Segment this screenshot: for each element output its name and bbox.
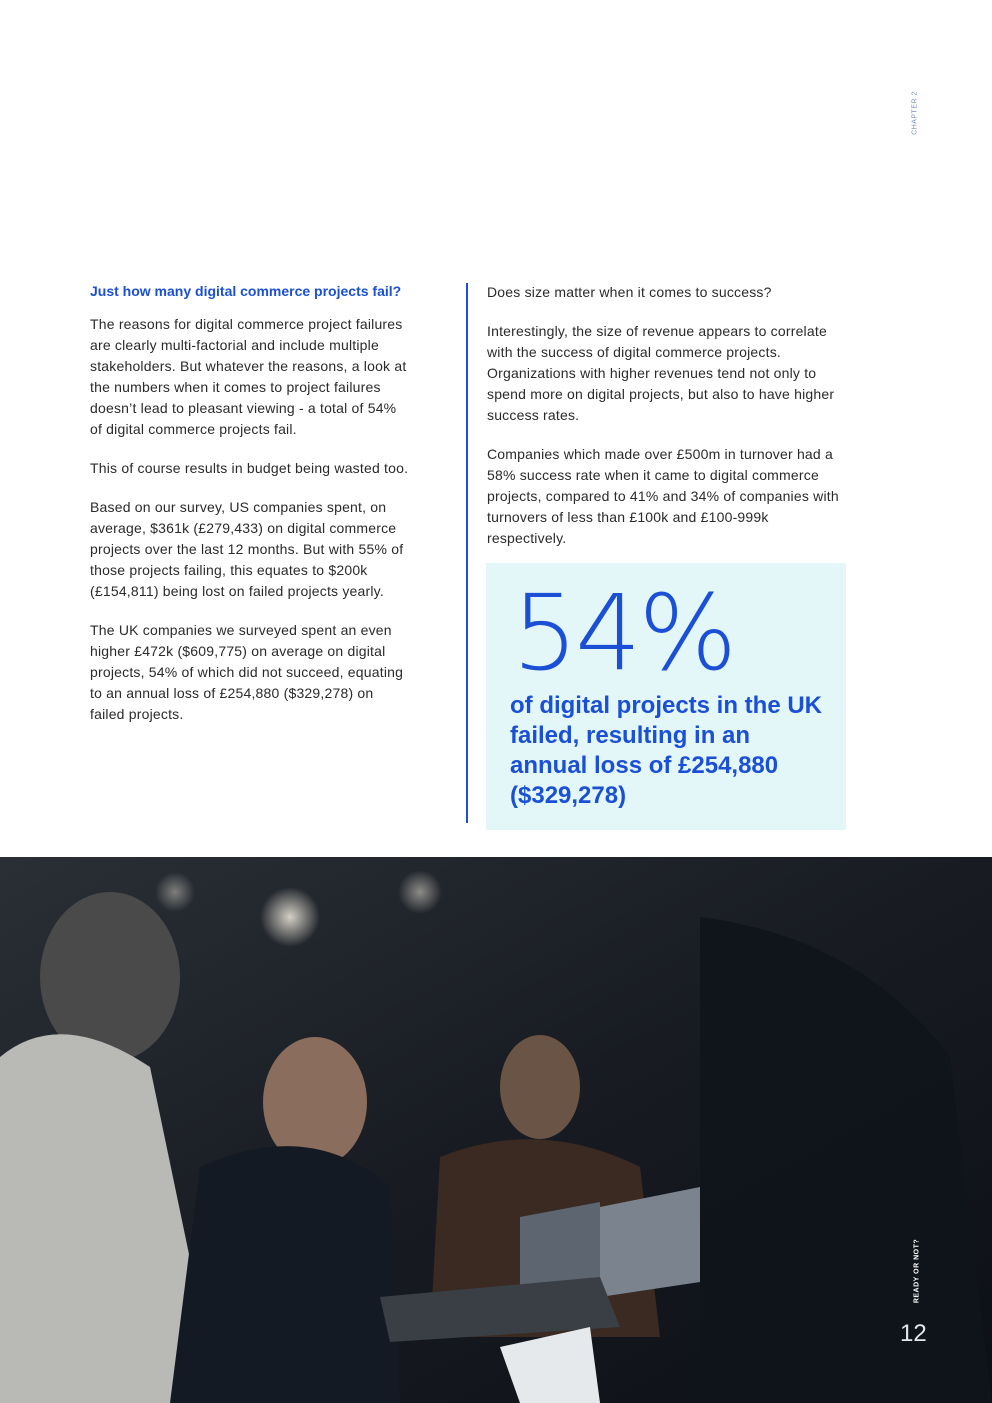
right-paragraph: Does size matter when it comes to success? (487, 284, 772, 300)
team-photo (0, 857, 992, 1403)
stat-callout (486, 563, 846, 830)
section-heading: Just how many digital commerce projects fail? (90, 283, 402, 299)
right-paragraph: Companies which made over £500m in turnover had a 58% success rate when it came to digital commerce projects, compared to 41% and 34% of companies with turnovers of less than £100k and £100-999k respectively. (487, 446, 839, 546)
left-paragraph: This of course results in budget being wasted too. (90, 460, 409, 476)
left-paragraph: Based on our survey, US companies spent, on average, $361k (£279,433) on digital commerce projects over the last 12 months. But with 55% of those projects failing, this equates to $200k (£154,811) being lost on failed projects yearly. (90, 499, 404, 599)
right-column (487, 282, 847, 567)
chapter-label: CHAPTER 2 (911, 90, 919, 135)
left-column (90, 282, 410, 743)
page-number: 12 (900, 1320, 927, 1347)
callout-text: of digital projects in the UK failed, resulting in an annual loss of £254,880 ($329,278) (510, 692, 823, 809)
column-divider (466, 283, 468, 823)
left-paragraph: The reasons for digital commerce project failures are clearly multi-factorial and include multiple stakeholders. But whatever the reasons, a look at the numbers when it comes to project failures doesn’t lead to pleasant viewing - a total of 54% of digital commerce projects fail. (90, 316, 407, 437)
callout-stat: 54% (512, 572, 735, 694)
left-paragraph: The UK companies we surveyed spent an even higher £472k ($609,775) on average on digital projects, 54% of which did not succeed, equating to an annual loss of £254,880 ($329,278) on failed projects. (90, 622, 404, 722)
office-meeting-photo (0, 857, 992, 1403)
footer-label: READY OR NOT? (913, 1238, 921, 1304)
right-paragraph: Interestingly, the size of revenue appears to correlate with the success of digital commerce projects. Organizations with higher revenues tend not only to spend more on digital projects, but also to have higher success rates. (487, 323, 835, 423)
